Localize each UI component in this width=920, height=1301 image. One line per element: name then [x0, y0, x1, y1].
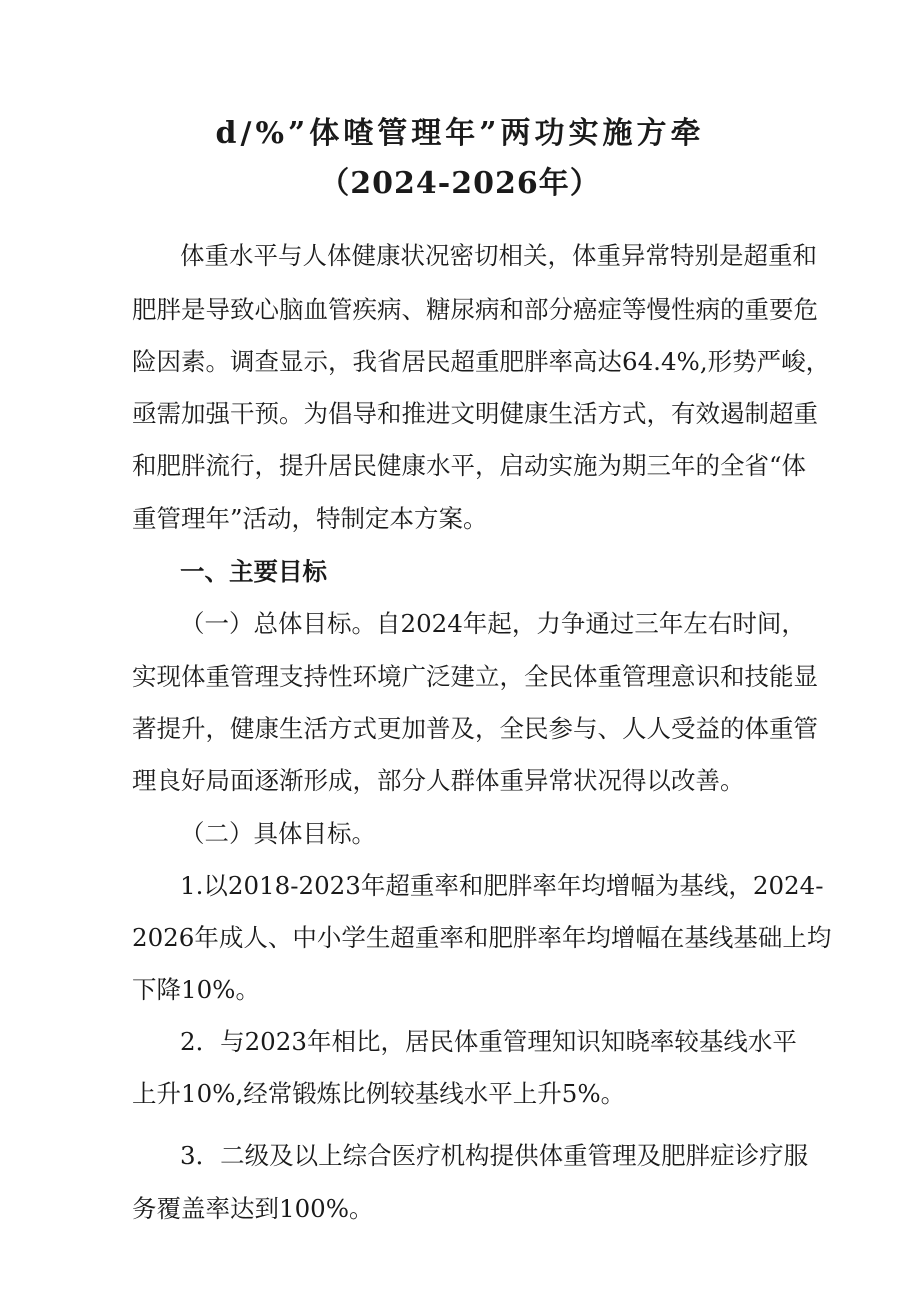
overall-goal-line: 著提升，健康生活方式更加普及，全民参与、人人受益的体重管 [132, 714, 818, 743]
intro-paragraph-line: 亟需加强干预。为倡导和推进文明健康生活方式，有效遏制超重 [132, 399, 818, 428]
goal-item-1-line: 下降10%。 [132, 975, 260, 1004]
section-heading-main-goals: 一、主要目标 [180, 557, 327, 586]
goal-item-1-line: 1.以2018-2023年超重率和肥胖率年均增幅为基线，2024- [180, 871, 824, 900]
overall-goal-line: 理良好局面逐渐形成，部分人群体重异常状况得以改善。 [132, 766, 745, 795]
specific-goal-heading: （二）具体目标。 [180, 819, 376, 848]
document-subtitle-years: （2024-2026年） [319, 166, 601, 201]
intro-paragraph-line: 险因素。调查显示，我省居民超重肥胖率高达64.4%,形势严峻， [132, 347, 831, 376]
goal-item-1-line: 2026年成人、中小学生超重率和肥胖率年均增幅在基线基础上均 [132, 923, 832, 952]
goal-item-2-line: 上升10%,经常锻炼比例较基线水平上升5%。 [132, 1079, 626, 1108]
intro-paragraph-line: 和肥胖流行，提升居民健康水平，启动实施为期三年的全省“体 [132, 451, 807, 480]
intro-paragraph-line: 肥胖是导致心脑血管疾病、糖尿病和部分癌症等慢性病的重要危 [132, 295, 818, 324]
document-title: d/%”体喳管理年”两功实施方牵 [215, 116, 705, 151]
goal-item-3-line: 务覆盖率达到100%。 [132, 1194, 374, 1223]
intro-paragraph-line: 体重水平与人体健康状况密切相关，体重异常特别是超重和 [180, 241, 817, 270]
goal-item-2-line: 2．与2023年相比，居民体重管理知识知晓率较基线水平 [180, 1027, 797, 1056]
overall-goal-line: 实现体重管理支持性环境广泛建立，全民体重管理意识和技能显 [132, 662, 818, 691]
overall-goal-line: （一）总体目标。自2024年起，力争通过三年左右时间， [180, 609, 806, 638]
intro-paragraph-line: 重管理年”活动，特制定本方案。 [132, 504, 488, 533]
goal-item-3-line: 3．二级及以上综合医疗机构提供体重管理及肥胖症诊疗服 [180, 1141, 809, 1170]
